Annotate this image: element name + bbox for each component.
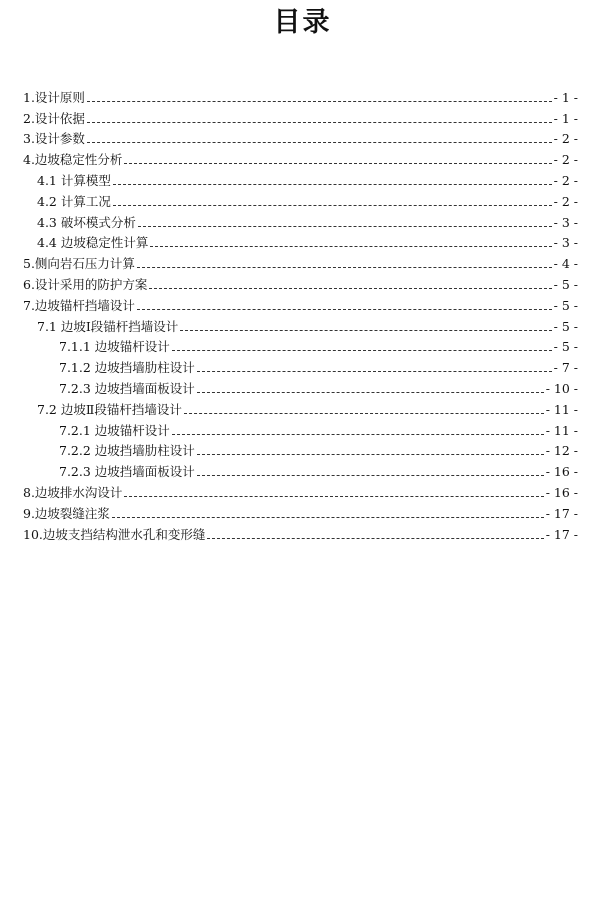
toc-entry[interactable] xyxy=(23,188,578,209)
toc-entry-title: 7.1.2 边坡挡墙肋柱设计 xyxy=(59,360,195,376)
toc-entry-title: 4.2 计算工况 xyxy=(37,193,111,209)
toc-entry[interactable] xyxy=(23,438,578,459)
toc-entry-page-number: - 16 - xyxy=(545,464,578,480)
toc-entry-title: 7.2.2 边坡挡墙肋柱设计 xyxy=(59,443,195,459)
toc-entry-title: 9.边坡裂缝注浆 xyxy=(23,505,110,521)
toc-entry-title: 4.1 计算模型 xyxy=(37,172,111,188)
toc-entry-title: 7.1 边坡Ⅰ段锚杆挡墙设计 xyxy=(37,318,179,334)
toc-entry[interactable] xyxy=(23,354,578,375)
toc-entry-page-number: - 17 - xyxy=(545,505,578,521)
toc-entry-page-number: - 2 - xyxy=(553,193,578,209)
toc-entry-title: 1.设计原则 xyxy=(23,89,85,105)
toc-leader-dashes xyxy=(124,162,551,164)
toc-entry-page-number: - 5 - xyxy=(553,276,578,292)
toc-entry-title: 7.2 边坡Ⅱ段锚杆挡墙设计 xyxy=(37,401,182,417)
toc-entry-title: 2.设计依据 xyxy=(23,110,85,126)
toc-leader-dashes xyxy=(180,329,551,331)
toc-entry-page-number: - 2 - xyxy=(553,131,578,147)
toc-entry-page-number: - 5 - xyxy=(553,339,578,355)
toc-entry[interactable] xyxy=(23,417,578,438)
toc-leader-dashes xyxy=(112,516,544,518)
toc-leader-dashes xyxy=(172,433,544,435)
page-title: 目录 xyxy=(273,7,332,38)
toc-entry-title: 4.4 边坡稳定性计算 xyxy=(37,235,149,251)
toc-entry[interactable] xyxy=(23,167,578,188)
toc-entry[interactable] xyxy=(23,230,578,251)
toc-leader-dashes xyxy=(137,308,552,310)
toc-leader-dashes xyxy=(150,245,551,247)
table-of-contents xyxy=(23,84,578,542)
toc-leader-dashes xyxy=(197,474,544,476)
toc-entry-page-number: - 4 - xyxy=(553,256,578,272)
toc-leader-dashes xyxy=(124,495,543,497)
toc-entry-title: 7.2.3 边坡挡墙面板设计 xyxy=(59,380,195,396)
toc-leader-dashes xyxy=(87,121,552,123)
toc-entry[interactable] xyxy=(23,126,578,147)
toc-entry-page-number: - 3 - xyxy=(553,214,578,230)
toc-leader-dashes xyxy=(207,537,543,539)
toc-entry[interactable] xyxy=(23,146,578,167)
toc-leader-dashes xyxy=(113,204,552,206)
toc-entry[interactable] xyxy=(23,292,578,313)
toc-leader-dashes xyxy=(184,412,544,414)
toc-entry[interactable] xyxy=(23,250,578,271)
toc-entry-page-number: - 7 - xyxy=(553,360,578,376)
toc-entry-page-number: - 11 - xyxy=(545,401,578,417)
toc-entry-title: 3.设计参数 xyxy=(23,131,85,147)
toc-entry-page-number: - 11 - xyxy=(545,422,578,438)
toc-entry-title: 5.侧向岩石压力计算 xyxy=(23,256,135,272)
toc-entry-title: 7.1.1 边坡锚杆设计 xyxy=(59,339,170,355)
toc-entry[interactable] xyxy=(23,313,578,334)
toc-entry-title: 4.边坡稳定性分析 xyxy=(23,152,123,168)
toc-entry[interactable] xyxy=(23,458,578,479)
toc-entry-page-number: - 3 - xyxy=(553,235,578,251)
toc-leader-dashes xyxy=(197,391,544,393)
toc-leader-dashes xyxy=(149,287,551,289)
toc-leader-dashes xyxy=(172,349,552,351)
toc-entry-page-number: - 5 - xyxy=(553,318,578,334)
toc-entry[interactable] xyxy=(23,334,578,355)
toc-leader-dashes xyxy=(197,370,552,372)
toc-entry-page-number: - 10 - xyxy=(545,380,578,396)
toc-entry-title: 7.边坡锚杆挡墙设计 xyxy=(23,297,135,313)
toc-leader-dashes xyxy=(113,183,552,185)
toc-entry[interactable] xyxy=(23,84,578,105)
toc-entry-page-number: - 17 - xyxy=(545,526,578,542)
toc-entry-page-number: - 5 - xyxy=(553,297,578,313)
toc-entry[interactable] xyxy=(23,500,578,521)
toc-entry-title: 8.边坡排水沟设计 xyxy=(23,484,123,500)
toc-leader-dashes xyxy=(87,100,552,102)
toc-leader-dashes xyxy=(138,225,552,227)
toc-entry-title: 4.3 破坏模式分析 xyxy=(37,214,136,230)
toc-entry-page-number: - 2 - xyxy=(553,152,578,168)
toc-entry[interactable] xyxy=(23,375,578,396)
toc-entry-title: 6.设计采用的防护方案 xyxy=(23,276,148,292)
toc-entry-title: 7.2.3 边坡挡墙面板设计 xyxy=(59,464,195,480)
toc-entry-page-number: - 1 - xyxy=(553,110,578,126)
toc-entry[interactable] xyxy=(23,396,578,417)
toc-leader-dashes xyxy=(197,453,544,455)
toc-entry[interactable] xyxy=(23,105,578,126)
toc-leader-dashes xyxy=(137,266,552,268)
toc-leader-dashes xyxy=(87,141,552,143)
toc-entry-page-number: - 2 - xyxy=(553,172,578,188)
toc-entry-page-number: - 1 - xyxy=(553,89,578,105)
toc-entry[interactable] xyxy=(23,521,578,542)
toc-entry-page-number: - 12 - xyxy=(545,443,578,459)
toc-entry[interactable] xyxy=(23,209,578,230)
toc-entry[interactable] xyxy=(23,479,578,500)
toc-entry-title: 7.2.1 边坡锚杆设计 xyxy=(59,422,170,438)
toc-entry[interactable] xyxy=(23,271,578,292)
toc-entry-page-number: - 16 - xyxy=(545,484,578,500)
toc-entry-title: 10.边坡支挡结构泄水孔和变形缝 xyxy=(23,526,206,542)
